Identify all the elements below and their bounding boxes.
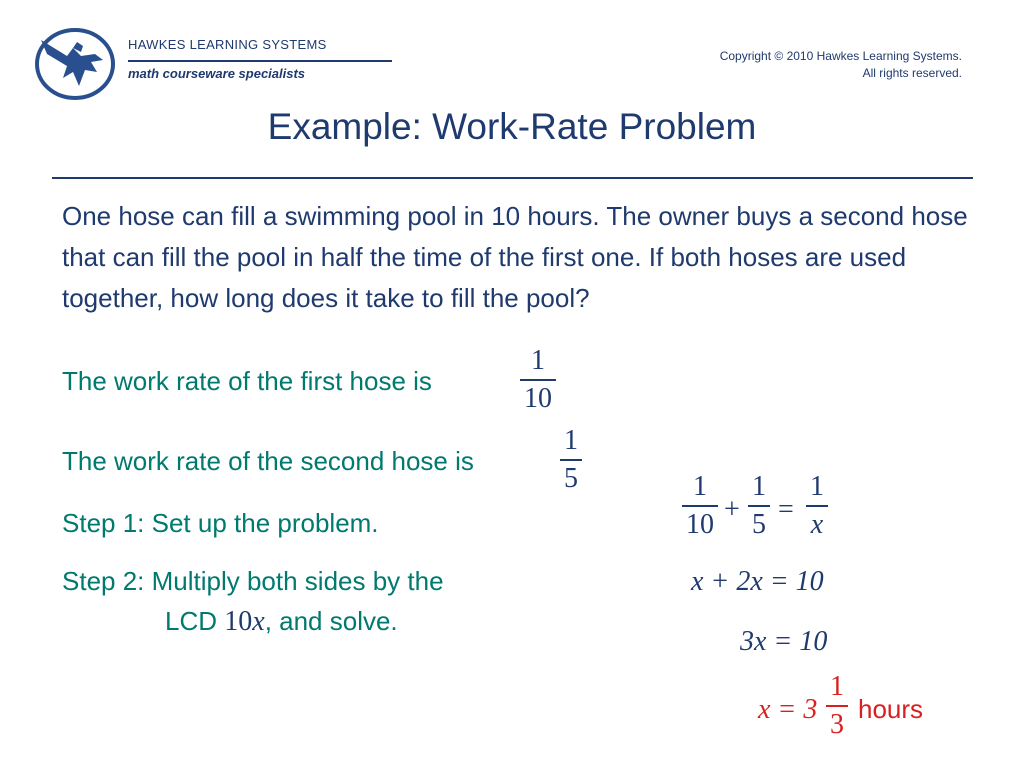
step-2-lcd-line: [165, 606, 398, 638]
hawk-icon: [33, 26, 117, 102]
plus-sign: +: [724, 494, 740, 525]
equation-setup: [680, 472, 840, 552]
brand-divider: [128, 60, 392, 62]
fraction-denominator: 5: [564, 463, 578, 494]
fraction-denominator: 3: [830, 709, 844, 740]
fraction-denominator: 10: [686, 509, 714, 540]
lcd-expression: [224, 606, 264, 637]
lcd-suffix: , and solve.: [264, 606, 398, 636]
second-hose-rate-text: The work rate of the second hose is: [62, 446, 474, 476]
fraction-numerator: 1: [531, 345, 545, 376]
first-hose-rate-text: The work rate of the first hose is: [62, 366, 432, 396]
fraction-bar: [682, 505, 718, 507]
copyright-notice: [720, 48, 962, 82]
fraction-denominator: 5: [752, 509, 766, 540]
brand-name: HAWKES LEARNING SYSTEMS: [128, 37, 327, 52]
answer-unit: hours: [858, 694, 924, 724]
fraction-numerator: 1: [810, 471, 824, 502]
fraction-numerator: 1: [830, 671, 844, 702]
equation-expanded: x + 2x = 10: [691, 566, 824, 597]
second-hose-rate-fraction: [558, 426, 584, 494]
lcd-variable: x: [252, 606, 265, 637]
equals-sign: =: [778, 494, 794, 525]
step-2: Step 2: Multiply both sides by the: [62, 566, 444, 596]
fraction-denominator: 10: [524, 383, 552, 414]
fraction-bar: [520, 379, 556, 381]
fraction-bar: [826, 705, 848, 707]
eq1-fraction-b: [746, 472, 772, 540]
rights-line: All rights reserved.: [862, 66, 962, 80]
step-1: Step 1: Set up the problem.: [62, 508, 379, 538]
fraction-bar: [748, 505, 770, 507]
hawkes-logo: [33, 26, 117, 102]
lcd-label: LCD: [165, 606, 218, 636]
eq1-fraction-c: [804, 472, 830, 540]
lcd-coefficient: 10: [224, 606, 253, 637]
fraction-numerator: 1: [564, 425, 578, 456]
problem-statement: One hose can fill a swimming pool in 10 hours. The owner buys a second hose that can fill the pool in half the time of the first one. If both hoses are used together, how long does it take to fill the pool?: [62, 201, 968, 313]
fraction-numerator: 1: [693, 471, 707, 502]
fraction-bar: [560, 459, 582, 461]
answer-lhs: x = 3: [758, 694, 818, 725]
fraction-bar: [806, 505, 828, 507]
eq1-fraction-a: [680, 472, 720, 540]
first-hose-rate-fraction: [518, 346, 558, 414]
fraction-numerator: 1: [752, 471, 766, 502]
equation-combined: 3x = 10: [740, 626, 828, 657]
equation-answer: [758, 672, 958, 752]
title-divider: [52, 177, 973, 179]
copyright-line: Copyright © 2010 Hawkes Learning Systems.: [719, 49, 962, 63]
answer-fraction: [824, 672, 850, 740]
slide-title: Example: Work-Rate Problem: [267, 106, 757, 147]
brand-tagline: math courseware specialists: [128, 66, 306, 81]
fraction-denominator: x: [810, 509, 824, 540]
